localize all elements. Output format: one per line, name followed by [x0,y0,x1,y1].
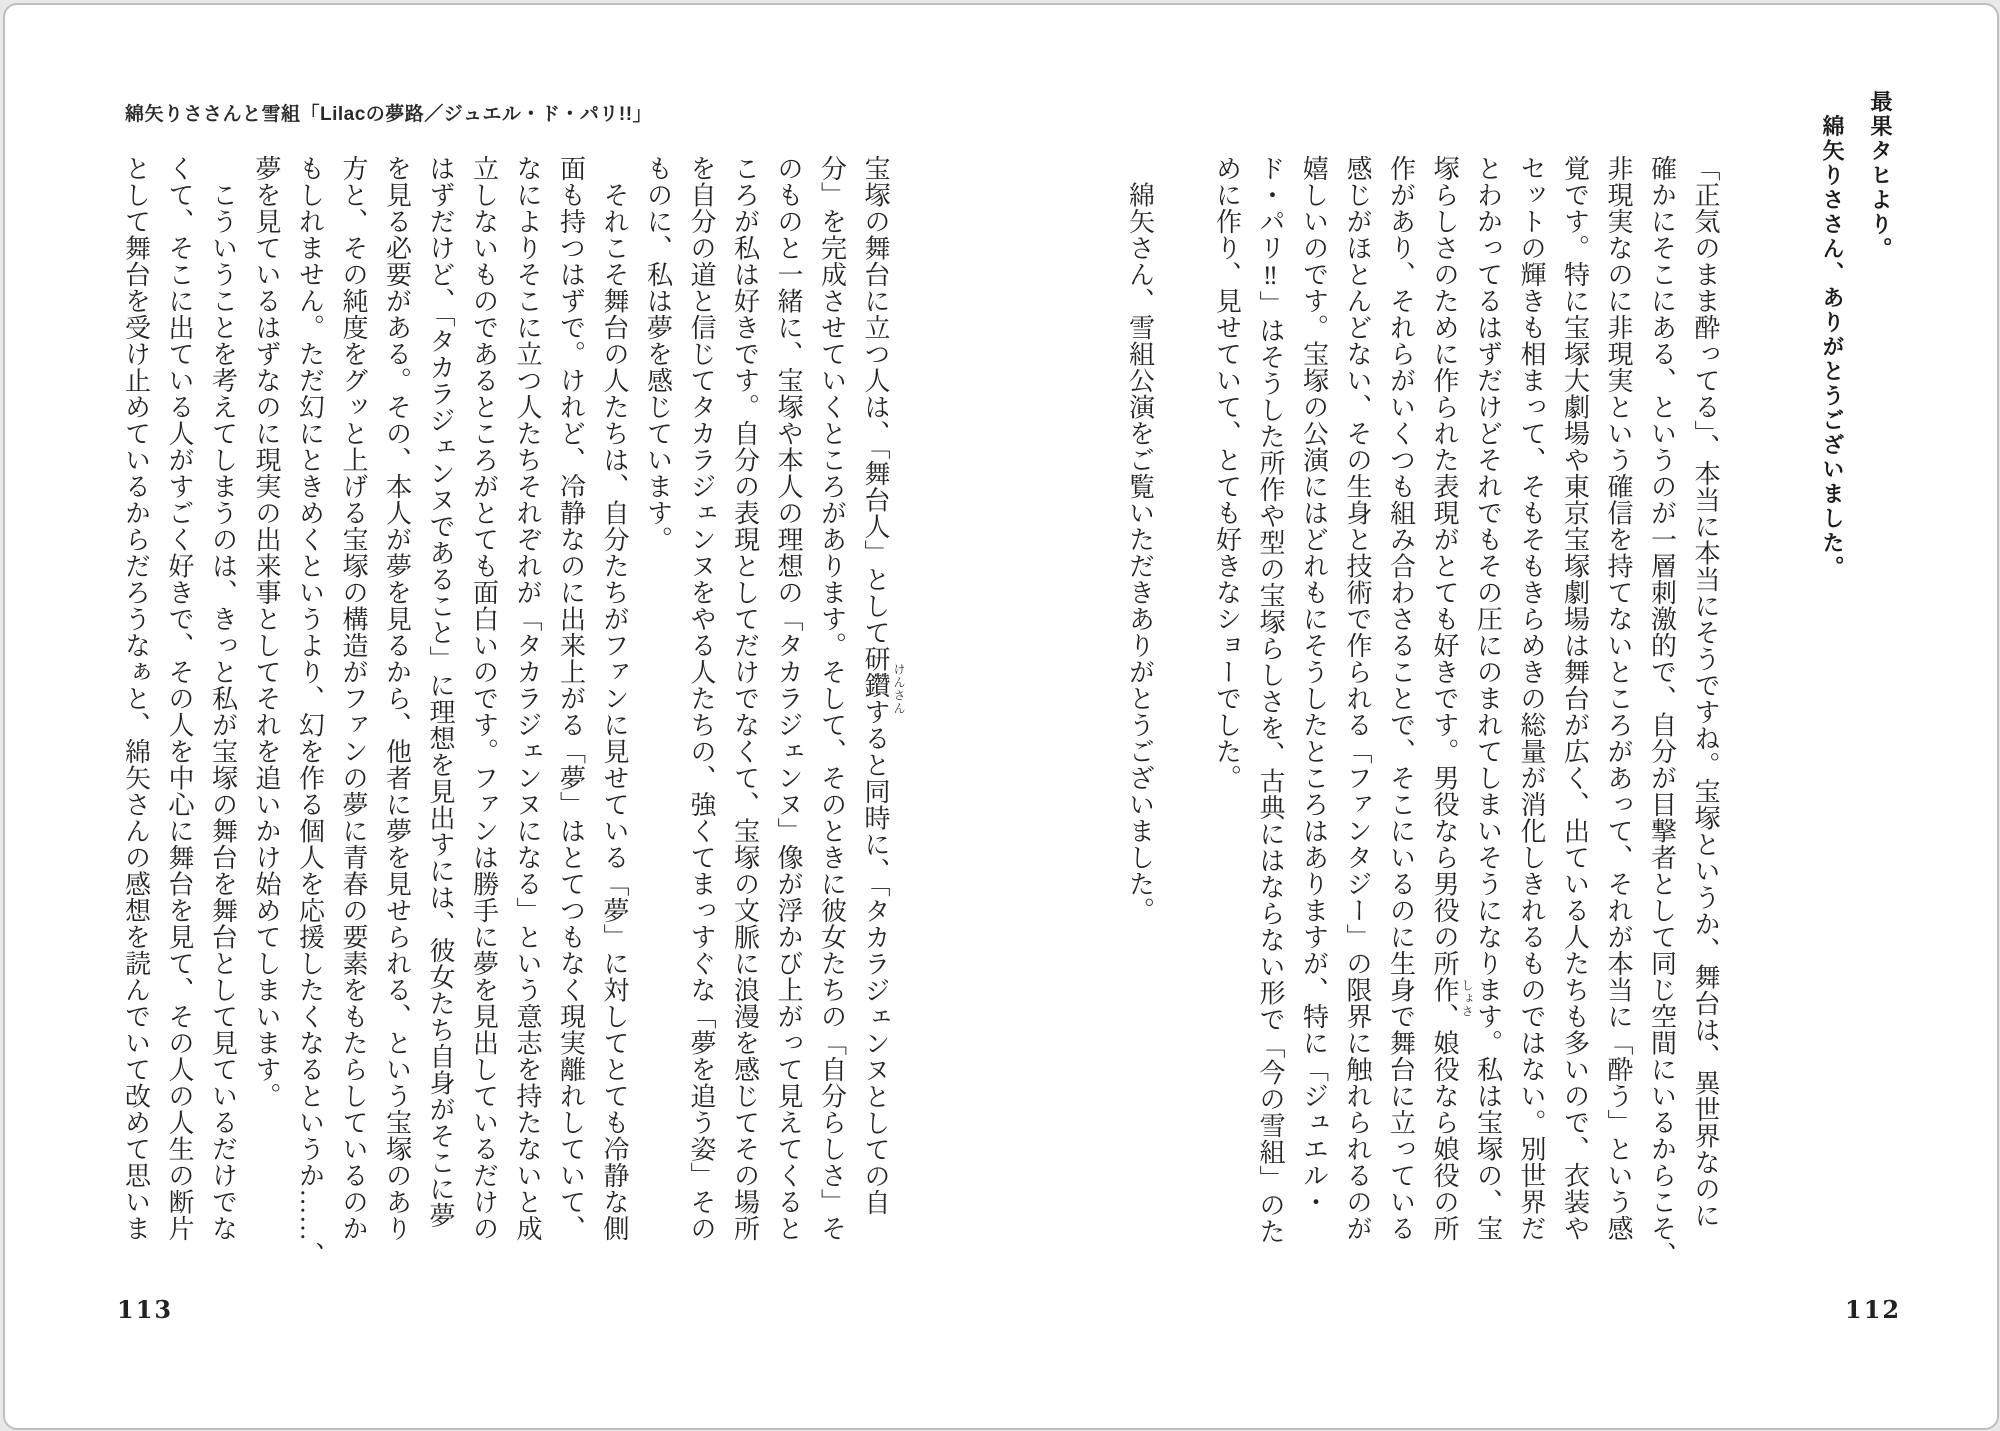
page-number-112: 112 [1845,1295,1902,1324]
letter-title-line-2: 綿矢りささん、ありがとうございました。 [1820,90,1845,580]
text-column: 嬉しいのです。宝塚の公演にはどれもにそうしたところはありますが、特に「ジュエル・ [1299,155,1329,1215]
text-column: めに作り、見せていて、とても好きなショーでした。 [1212,155,1242,791]
text-column: として舞台を受け止めているからだろうなぁと、綿矢さんの感想を読んでいて改めて思いま [121,155,151,1242]
text-column: のものと一緒に、宝塚や本人の理想の「タカラジェンヌ」像が浮かび上がって見えてくると [774,155,803,1242]
text-column: セットの輝きも相まって、そもそもきらめきの総量が消化しきれるものではない。別世界だ [1517,155,1546,1242]
text-column: 覚です。特に宝塚大劇場や東京宝塚劇場は舞台が広く、出ている人たちも多いので、衣装や [1560,155,1590,1242]
text-column: とわかってるはずだけどそれでもその圧にのまれてしまいそうになります。私は宝塚の、宝 [1473,155,1503,1242]
text-column: 分」を完成させていくところがあります。そして、そのときに彼女たちの「自分らしさ」そ [817,155,847,1242]
page-number-113: 113 [117,1295,174,1324]
text-column: 感じがほとんどない、その生身と技術で作られる「ファンタジー」の限界に触れられるのが [1343,155,1372,1242]
text-column: 作があり、それらがいくつも組み合わさることで、そこにいるのに生身で舞台に立っている [1386,155,1416,1242]
text-column: 面も持つはずで。けれど、冷静なのに出来上がる「夢」はとてつもなく現実離れしていて、 [556,155,586,1242]
text-column: ものに、私は夢を感じています。 [643,155,673,553]
text-column: もしれません。ただ幻にときめくというより、幻を作る個人を応援したくなるというか……、 [295,155,325,1268]
text-column: 「正気のまま酔ってる」、本当に本当にそうですね。宝塚というか、舞台は、異世界なのに [1691,155,1720,1229]
text-column: ころが私は好きです。自分の表現としてだけでなくて、宝塚の文脈に浪漫を感じてその場所 [730,155,760,1242]
text-column: を見る必要がある。その、本人が夢を見るから、他者に夢を見せられる、という宝塚のあり [382,155,412,1242]
text-column: を自分の道と信じてタカラジェンヌをやる人たちの、強くてまっすぐな「夢を追う姿」その [687,155,716,1242]
running-header: 綿矢りささんと雪組「Lilacの夢路／ジュエル・ド・パリ!!」 [125,104,653,125]
text-column: 方と、その純度をグッと上げる宝塚の構造がファンの夢に青春の要素をもたらしているのか [339,155,368,1242]
text-column: 確かにそこにある、というのが一層刺激的で、自分が目撃者として同じ空間にいるからこそ、 [1647,155,1677,1268]
text-column: 夢を見ているはずなのに現実の出来事としてそれを追いかけ始めてしまいます。 [252,155,281,1109]
furigana-kensan: けんさん [892,663,906,715]
text-column: なによりそこに立つ人たちそれぞれが「タカラジェンヌになる」という意志を持たないと成 [513,155,542,1242]
text-column: ド・パリ‼」はそうした所作や型の宝塚らしさを、古典にはならない形で「今の雪組」のた [1256,155,1285,1245]
text-column: こういうことを考えてしまうのは、きっと私が宝塚の舞台を舞台として見ているだけでな [208,155,238,1242]
book-spread [3,3,1999,1430]
text-column: 塚らしさのために作られた表現がとても好きです。男役なら男役の所作、娘役なら娘役の所 [1430,155,1459,1242]
text-column: 宝塚の舞台に立つ人は、「舞台人」として研鑽すると同時に、「タカラジェンヌとしての自 [861,155,890,1216]
text-column: 綿矢さん、雪組公演をご覧いただきありがとうございました。 [1125,155,1155,924]
furigana-shosa: しょさ [1460,979,1474,1018]
text-column: はずだけど、「タカラジェンヌであること」に理想を見出すには、彼女たち自身がそこに夢 [426,155,455,1229]
letter-title-line-1: 最果タヒより。 [1868,90,1893,262]
text-column: 立しないものであるところがとても面白いのです。ファンは勝手に夢を見出しているだけの [469,155,499,1242]
text-column: それこそ舞台の人たちは、自分たちがファンに見せている「夢」に対してとても冷静な側 [600,155,629,1242]
text-column: くて、そこに出ている人がすごく好きで、その人を中心に舞台を見て、その人の人生の断片 [165,155,194,1242]
text-column: 非現実なのに非現実という確信を持てないところがあって、それが本当に「酔う」という感 [1604,155,1633,1242]
